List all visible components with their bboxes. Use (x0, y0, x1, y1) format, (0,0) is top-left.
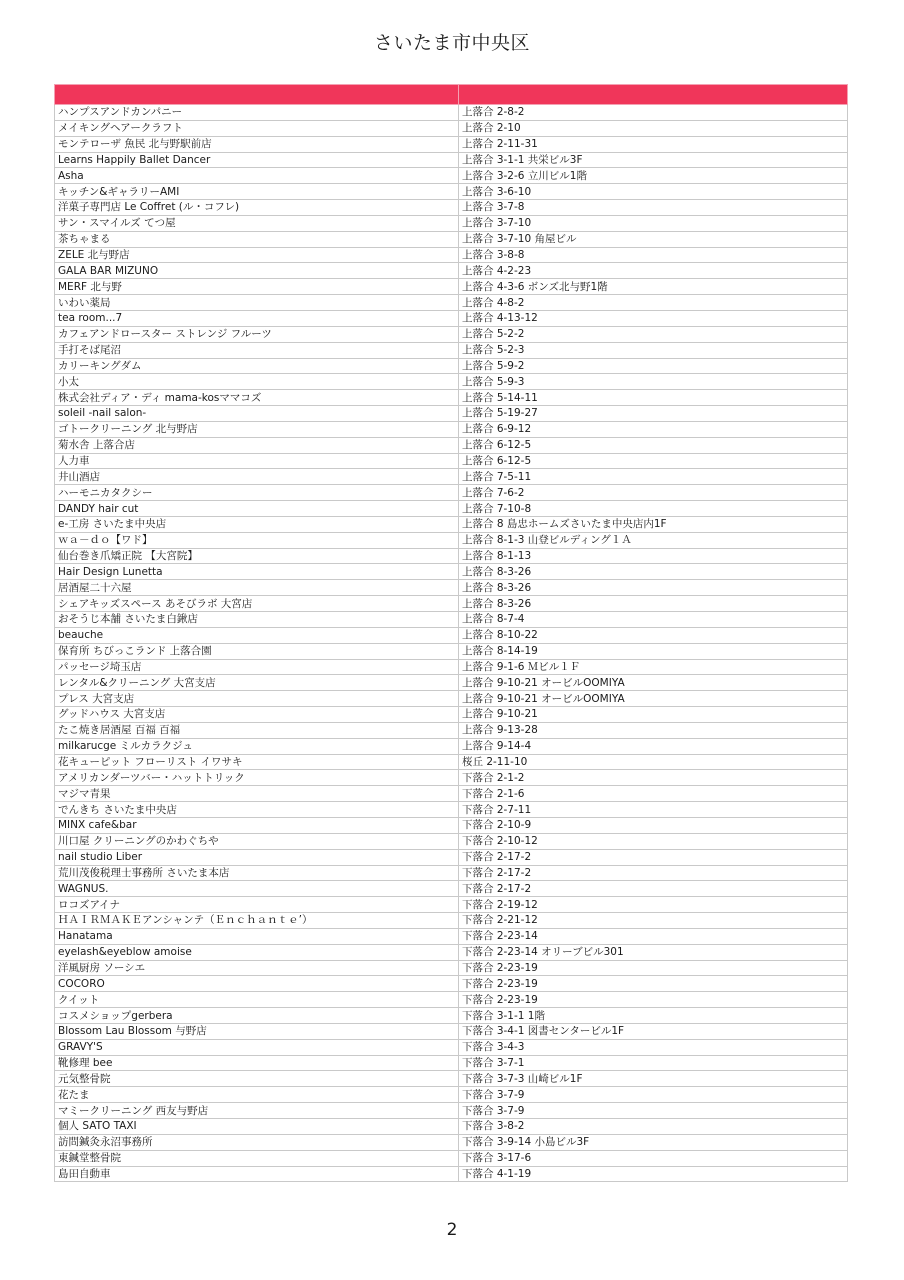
address-cell: 下落合 3-7-9 (459, 1103, 848, 1119)
store-name-cell: ハンプスアンドカンパニー (55, 105, 459, 121)
store-name-cell: 訪問鍼灸永沼事務所 (55, 1134, 459, 1150)
address-cell: 下落合 2-17-2 (459, 849, 848, 865)
table-row (55, 168, 848, 184)
store-name-cell: キッチン&ギャラリーAMI (55, 184, 459, 200)
store-name-cell: COCORO (55, 976, 459, 992)
address-cell: 上落合 2-11-31 (459, 136, 848, 152)
table-row (55, 326, 848, 342)
address-cell: 上落合 8-3-26 (459, 564, 848, 580)
store-name-cell: アメリカンダーツバー・ハットトリック (55, 770, 459, 786)
header-address-column (459, 85, 848, 105)
table-row (55, 992, 848, 1008)
table-row (55, 833, 848, 849)
store-name-cell: マジマ青果 (55, 786, 459, 802)
address-cell: 下落合 3-7-1 (459, 1055, 848, 1071)
table-row (55, 532, 848, 548)
header-name-column (55, 85, 459, 105)
table-row (55, 754, 848, 770)
address-cell: 下落合 3-9-14 小島ビル3F (459, 1134, 848, 1150)
store-name-cell: パッセージ埼玉店 (55, 659, 459, 675)
table-body (55, 105, 848, 1182)
table-row (55, 802, 848, 818)
address-cell: 上落合 8-1-3 山登ビルディング１Ａ (459, 532, 848, 548)
address-cell: 上落合 6-12-5 (459, 453, 848, 469)
store-name-cell: 個人 SATO TAXI (55, 1119, 459, 1135)
store-name-cell: メイキングヘアークラフト (55, 120, 459, 136)
address-cell: 上落合 8-7-4 (459, 612, 848, 628)
table-row (55, 1166, 848, 1182)
store-name-cell: 仙台巻き爪矯正院 【大宮院】 (55, 548, 459, 564)
table-row (55, 928, 848, 944)
table-row (55, 247, 848, 263)
table-row (55, 691, 848, 707)
store-name-cell: プレス 大宮支店 (55, 691, 459, 707)
table-row (55, 1150, 848, 1166)
table-row (55, 469, 848, 485)
table-row (55, 1039, 848, 1055)
address-cell: 上落合 8-3-26 (459, 596, 848, 612)
table-row (55, 1023, 848, 1039)
store-name-cell: beauche (55, 627, 459, 643)
table-row (55, 976, 848, 992)
table-row (55, 120, 848, 136)
store-name-cell: でんきち さいたま中央店 (55, 802, 459, 818)
address-cell: 下落合 3-8-2 (459, 1119, 848, 1135)
table-row (55, 643, 848, 659)
address-cell: 上落合 7-6-2 (459, 485, 848, 501)
table-row (55, 707, 848, 723)
store-name-cell: 洋風厨房 ソーシエ (55, 960, 459, 976)
table-row (55, 675, 848, 691)
table-row (55, 817, 848, 833)
address-cell: 下落合 2-10-12 (459, 833, 848, 849)
store-name-cell: レンタル&クリーニング 大宮支店 (55, 675, 459, 691)
store-name-cell: グッドハウス 大宮支店 (55, 707, 459, 723)
table-row (55, 231, 848, 247)
store-name-cell: 東鍼堂整骨院 (55, 1150, 459, 1166)
address-cell: 上落合 2-8-2 (459, 105, 848, 121)
store-name-cell: 保育所 ちびっこランド 上落合園 (55, 643, 459, 659)
store-name-cell: nail studio Liber (55, 849, 459, 865)
address-cell: 下落合 2-19-12 (459, 897, 848, 913)
store-name-cell: 小太 (55, 374, 459, 390)
address-cell: 上落合 5-2-3 (459, 342, 848, 358)
store-name-cell: たこ焼き居酒屋 百福 百福 (55, 722, 459, 738)
table-row (55, 580, 848, 596)
table-row (55, 453, 848, 469)
page-number: 2 (446, 1220, 458, 1240)
store-name-cell: DANDY hair cut (55, 501, 459, 517)
address-cell: 下落合 2-23-19 (459, 960, 848, 976)
store-name-cell: いわい薬局 (55, 295, 459, 311)
address-cell: 上落合 5-19-27 (459, 406, 848, 422)
table-row (55, 722, 848, 738)
table-row (55, 437, 848, 453)
store-name-cell: 茶ちゃまる (55, 231, 459, 247)
store-name-cell: GRAVY'S (55, 1039, 459, 1055)
address-cell: 上落合 6-12-5 (459, 437, 848, 453)
store-name-cell: 川口屋 クリーニングのかわぐちや (55, 833, 459, 849)
address-cell: 下落合 2-23-14 (459, 928, 848, 944)
store-name-cell: カリーキングダム (55, 358, 459, 374)
address-cell: 上落合 9-1-6 Ｍビル１Ｆ (459, 659, 848, 675)
store-name-cell: MERF 北与野 (55, 279, 459, 295)
address-cell: 下落合 3-4-1 図書センタービル1F (459, 1023, 848, 1039)
table-row (55, 960, 848, 976)
address-cell: 下落合 2-1-6 (459, 786, 848, 802)
address-cell: 下落合 2-23-14 オリーブビル301 (459, 944, 848, 960)
address-cell: 下落合 2-17-2 (459, 865, 848, 881)
table-row (55, 786, 848, 802)
address-cell: 上落合 3-2-6 立川ビル1階 (459, 168, 848, 184)
table-row (55, 1087, 848, 1103)
page-title: さいたま市中央区 (373, 32, 530, 54)
store-name-cell: ハーモニカタクシー (55, 485, 459, 501)
table-row (55, 1008, 848, 1024)
address-cell: 下落合 4-1-19 (459, 1166, 848, 1182)
table-row (55, 374, 848, 390)
table-row (55, 1071, 848, 1087)
address-cell: 下落合 2-23-19 (459, 976, 848, 992)
table-row (55, 1134, 848, 1150)
store-name-cell: ＨＡＩＲＭＡＫＥアンシャンテ（Ｅｎｃｈａｎｔｅ’） (55, 913, 459, 929)
table-row (55, 913, 848, 929)
store-name-cell: 靴修理 bee (55, 1055, 459, 1071)
table-row (55, 184, 848, 200)
store-name-cell: 手打そば尾沼 (55, 342, 459, 358)
table-row (55, 310, 848, 326)
address-cell: 下落合 2-21-12 (459, 913, 848, 929)
store-name-cell: 人力車 (55, 453, 459, 469)
address-cell: 下落合 3-7-9 (459, 1087, 848, 1103)
address-cell: 下落合 2-1-2 (459, 770, 848, 786)
address-cell: 上落合 5-2-2 (459, 326, 848, 342)
store-name-cell: 元気整骨院 (55, 1071, 459, 1087)
store-name-cell: シェアキッズスペース あそびラボ 大宮店 (55, 596, 459, 612)
table-row (55, 215, 848, 231)
address-cell: 下落合 3-4-3 (459, 1039, 848, 1055)
table-row (55, 200, 848, 216)
store-name-cell: Blossom Lau Blossom 与野店 (55, 1023, 459, 1039)
address-cell: 上落合 2-10 (459, 120, 848, 136)
address-cell: 上落合 3-7-10 角屋ビル (459, 231, 848, 247)
store-name-cell: MINX cafe&bar (55, 817, 459, 833)
store-name-cell: Learns Happily Ballet Dancer (55, 152, 459, 168)
address-cell: 上落合 8-1-13 (459, 548, 848, 564)
address-cell: 上落合 5-9-2 (459, 358, 848, 374)
table-row (55, 612, 848, 628)
table-row (55, 516, 848, 532)
address-cell: 上落合 9-10-21 (459, 707, 848, 723)
address-cell: 上落合 8 島忠ホームズさいたま中央店内1F (459, 516, 848, 532)
address-cell: 下落合 2-23-19 (459, 992, 848, 1008)
table-row (55, 865, 848, 881)
table-row (55, 944, 848, 960)
address-cell: 上落合 3-8-8 (459, 247, 848, 263)
table-row (55, 421, 848, 437)
address-cell: 上落合 3-1-1 共栄ビル3F (459, 152, 848, 168)
address-cell: 下落合 2-10-9 (459, 817, 848, 833)
table-row (55, 358, 848, 374)
address-cell: 上落合 3-7-10 (459, 215, 848, 231)
store-name-cell: milkarucge ミルカラクジュ (55, 738, 459, 754)
address-cell: 上落合 4-2-23 (459, 263, 848, 279)
table-row (55, 738, 848, 754)
store-name-cell: soleil -nail salon- (55, 406, 459, 422)
address-cell: 上落合 5-9-3 (459, 374, 848, 390)
address-cell: 上落合 4-13-12 (459, 310, 848, 326)
table-row (55, 881, 848, 897)
store-name-cell: Asha (55, 168, 459, 184)
store-name-cell: 居酒屋二十六屋 (55, 580, 459, 596)
store-name-cell: 洋菓子専門店 Le Coffret (ル・コフレ) (55, 200, 459, 216)
table-header-row (55, 85, 848, 105)
address-cell: 下落合 2-17-2 (459, 881, 848, 897)
table-row (55, 564, 848, 580)
store-name-cell: マミークリーニング 西友与野店 (55, 1103, 459, 1119)
address-cell: 上落合 9-14-4 (459, 738, 848, 754)
address-cell: 上落合 9-10-21 オービルOOMIYA (459, 691, 848, 707)
store-name-cell: 島田自動車 (55, 1166, 459, 1182)
address-cell: 下落合 3-1-1 1階 (459, 1008, 848, 1024)
store-name-cell: 花キューピット フローリスト イワサキ (55, 754, 459, 770)
table-row (55, 295, 848, 311)
table-row (55, 770, 848, 786)
store-name-cell: 菊水舎 上落合店 (55, 437, 459, 453)
table-row (55, 501, 848, 517)
address-cell: 下落合 2-7-11 (459, 802, 848, 818)
address-cell: 上落合 3-7-8 (459, 200, 848, 216)
store-name-cell: ゴトークリーニング 北与野店 (55, 421, 459, 437)
address-cell: 下落合 3-17-6 (459, 1150, 848, 1166)
address-cell: 上落合 9-10-21 オービルOOMIYA (459, 675, 848, 691)
store-name-cell: サン・スマイルズ てつ屋 (55, 215, 459, 231)
table-row (55, 849, 848, 865)
store-name-cell: クイット (55, 992, 459, 1008)
store-name-cell: Hair Design Lunetta (55, 564, 459, 580)
table-row (55, 1103, 848, 1119)
table-row (55, 627, 848, 643)
store-name-cell: ｗａ－ｄｏ【ワド】 (55, 532, 459, 548)
store-name-cell: モンテローザ 魚民 北与野駅前店 (55, 136, 459, 152)
address-cell: 上落合 3-6-10 (459, 184, 848, 200)
table-row (55, 342, 848, 358)
store-name-cell: WAGNUS. (55, 881, 459, 897)
store-name-cell: Hanatama (55, 928, 459, 944)
table-row (55, 596, 848, 612)
store-name-cell: eyelash&eyeblow amoise (55, 944, 459, 960)
address-cell: 上落合 7-5-11 (459, 469, 848, 485)
address-cell: 上落合 8-14-19 (459, 643, 848, 659)
address-cell: 上落合 8-10-22 (459, 627, 848, 643)
store-name-cell: 井山酒店 (55, 469, 459, 485)
store-name-cell: 荒川茂俊税理士事務所 さいたま本店 (55, 865, 459, 881)
address-cell: 上落合 5-14-11 (459, 390, 848, 406)
table-row (55, 406, 848, 422)
store-name-cell: GALA BAR MIZUNO (55, 263, 459, 279)
table-row (55, 390, 848, 406)
address-cell: 上落合 6-9-12 (459, 421, 848, 437)
store-name-cell: 株式会社ディア・ディ mama-kosママコズ (55, 390, 459, 406)
table-row (55, 279, 848, 295)
table-row (55, 897, 848, 913)
address-cell: 上落合 4-8-2 (459, 295, 848, 311)
address-cell: 上落合 8-3-26 (459, 580, 848, 596)
table-row (55, 105, 848, 121)
table-row (55, 152, 848, 168)
store-name-cell: おそうじ本舗 さいたま白鍬店 (55, 612, 459, 628)
store-name-cell: 花たま (55, 1087, 459, 1103)
store-name-cell: tea room...7 (55, 310, 459, 326)
store-name-cell: コスメショップgerbera (55, 1008, 459, 1024)
store-name-cell: e-工房 さいたま中央店 (55, 516, 459, 532)
address-cell: 上落合 7-10-8 (459, 501, 848, 517)
address-cell: 下落合 3-7-3 山崎ビル1F (459, 1071, 848, 1087)
table-row (55, 263, 848, 279)
table-row (55, 1119, 848, 1135)
store-table (54, 84, 848, 1182)
store-name-cell: カフェアンドロースター ストレンジ フルーツ (55, 326, 459, 342)
table-row (55, 136, 848, 152)
address-cell: 上落合 9-13-28 (459, 722, 848, 738)
table-row (55, 548, 848, 564)
table-row (55, 485, 848, 501)
table-row (55, 1055, 848, 1071)
table-row (55, 659, 848, 675)
address-cell: 上落合 4-3-6 ボンズ北与野1階 (459, 279, 848, 295)
store-name-cell: ロコズアイナ (55, 897, 459, 913)
store-name-cell: ZELE 北与野店 (55, 247, 459, 263)
address-cell: 桜丘 2-11-10 (459, 754, 848, 770)
